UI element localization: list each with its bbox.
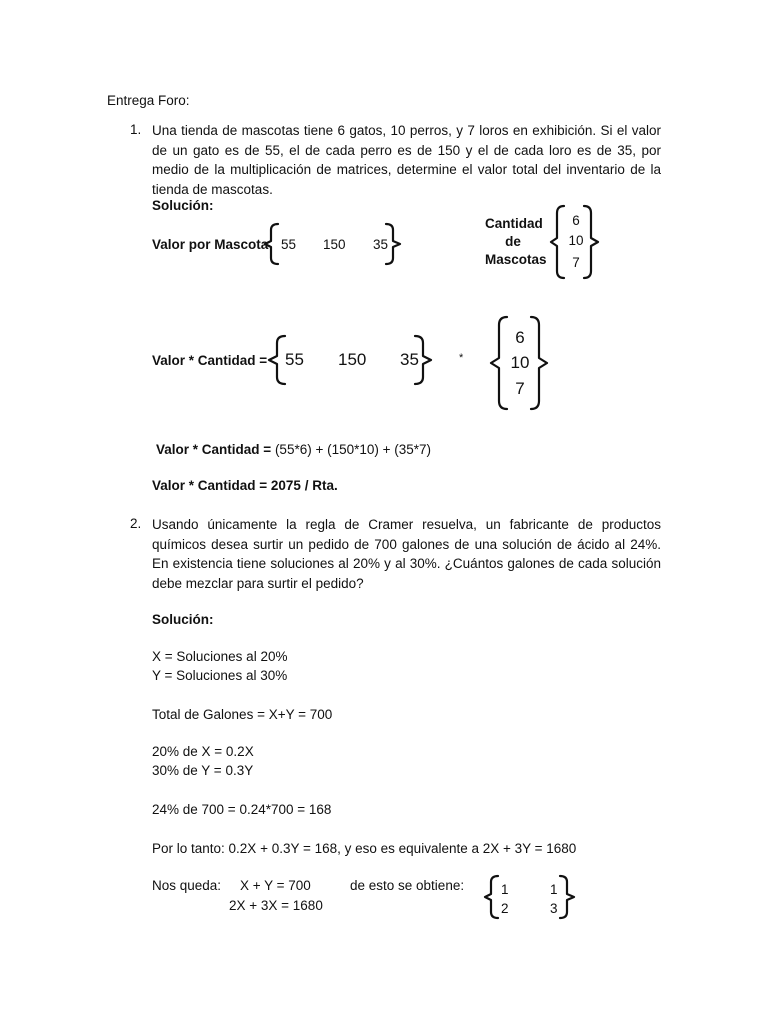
cantidad-value-3: 7: [572, 255, 580, 270]
nos-queda-label: Nos queda:: [152, 878, 222, 893]
question-2-text: Usando únicamente la regla de Cramer resuelva, un fabricante de productos químicos desea surtir un pedido de 700 galones de una solución de ácido al 24%. En existencia tiene soluciones al 20% y al 30%. ¿Cuántos galones de cada solución debe mezclar para surtir el pedido?: [152, 517, 661, 591]
definition-x: X = Soluciones al 20%: [152, 649, 288, 664]
right-bracket-icon: [558, 874, 578, 920]
page-title: Entrega Foro:: [107, 93, 190, 108]
matrix-cell-1-2: 1: [550, 882, 558, 897]
valor-value-3: 35: [373, 237, 389, 252]
question-2-number: 2.: [130, 516, 142, 531]
product-row-value-3: 35: [400, 350, 419, 369]
question-1-number: 1.: [130, 122, 142, 137]
right-bracket-icon: [412, 334, 436, 386]
product-col-value-1: 6: [515, 328, 525, 347]
percent-x-line: 20% de X = 0.2X: [152, 744, 254, 759]
right-bracket-icon: [384, 222, 404, 266]
product-row-value-2: 150: [338, 350, 367, 369]
equation-2: 2X + 3X = 1680: [229, 898, 323, 913]
left-bracket-icon: [262, 222, 282, 266]
expansion-line: Valor * Cantidad = (55*6) + (150*10) + (35*7): [156, 442, 432, 457]
product-row-value-1: 55: [285, 350, 304, 369]
matrix-cell-1-1: 1: [501, 882, 509, 897]
definition-y: Y = Soluciones al 30%: [152, 668, 288, 683]
left-bracket-icon: [482, 874, 502, 920]
matrix-cell-2-1: 2: [501, 901, 509, 916]
question-1-text: Una tienda de mascotas tiene 6 gatos, 10 perros, y 7 loros en exhibición. Si el valor de un gato es de 55, el de cada perro es de 150 y el de cada loro es de 35, por medio de la multiplicación de matrices, determine el valor total del inventario de la tienda de mascotas.: [152, 123, 661, 197]
percent-y-line: 30% de Y = 0.3Y: [152, 763, 254, 778]
right-bracket-icon: [582, 204, 602, 280]
product-col-value-2: 10: [510, 353, 530, 372]
total-galones-line: Total de Galones = X+Y = 700: [152, 707, 333, 722]
obtiene-label: de esto se obtiene:: [350, 878, 465, 893]
cantidad-label: Cantidad de Mascotas: [485, 216, 547, 267]
solution-1-label: Solución:: [152, 198, 214, 213]
left-bracket-icon: [548, 204, 568, 280]
product-col-value-3: 7: [515, 379, 525, 398]
matrix-cell-2-2: 3: [550, 901, 558, 916]
percent-total-line: 24% de 700 = 0.24*700 = 168: [152, 802, 332, 817]
cantidad-value-2: 10: [568, 233, 584, 248]
valor-value-2: 150: [323, 237, 346, 252]
cantidad-value-1: 6: [572, 213, 580, 228]
result-line: Valor * Cantidad = 2075 / Rta.: [152, 478, 338, 493]
times-symbol: *: [459, 352, 464, 364]
valor-value-1: 55: [281, 237, 297, 252]
valor-por-mascota-label: Valor por Mascota: [152, 237, 269, 252]
equivalence-line: Por lo tanto: 0.2X + 0.3Y = 168, y eso es equivalente a 2X + 3Y = 1680: [152, 841, 577, 856]
equation-1: X + Y = 700: [240, 878, 311, 893]
product-label: Valor * Cantidad =: [152, 353, 268, 368]
solution-2-label: Solución:: [152, 612, 214, 627]
right-bracket-icon: [528, 315, 552, 411]
